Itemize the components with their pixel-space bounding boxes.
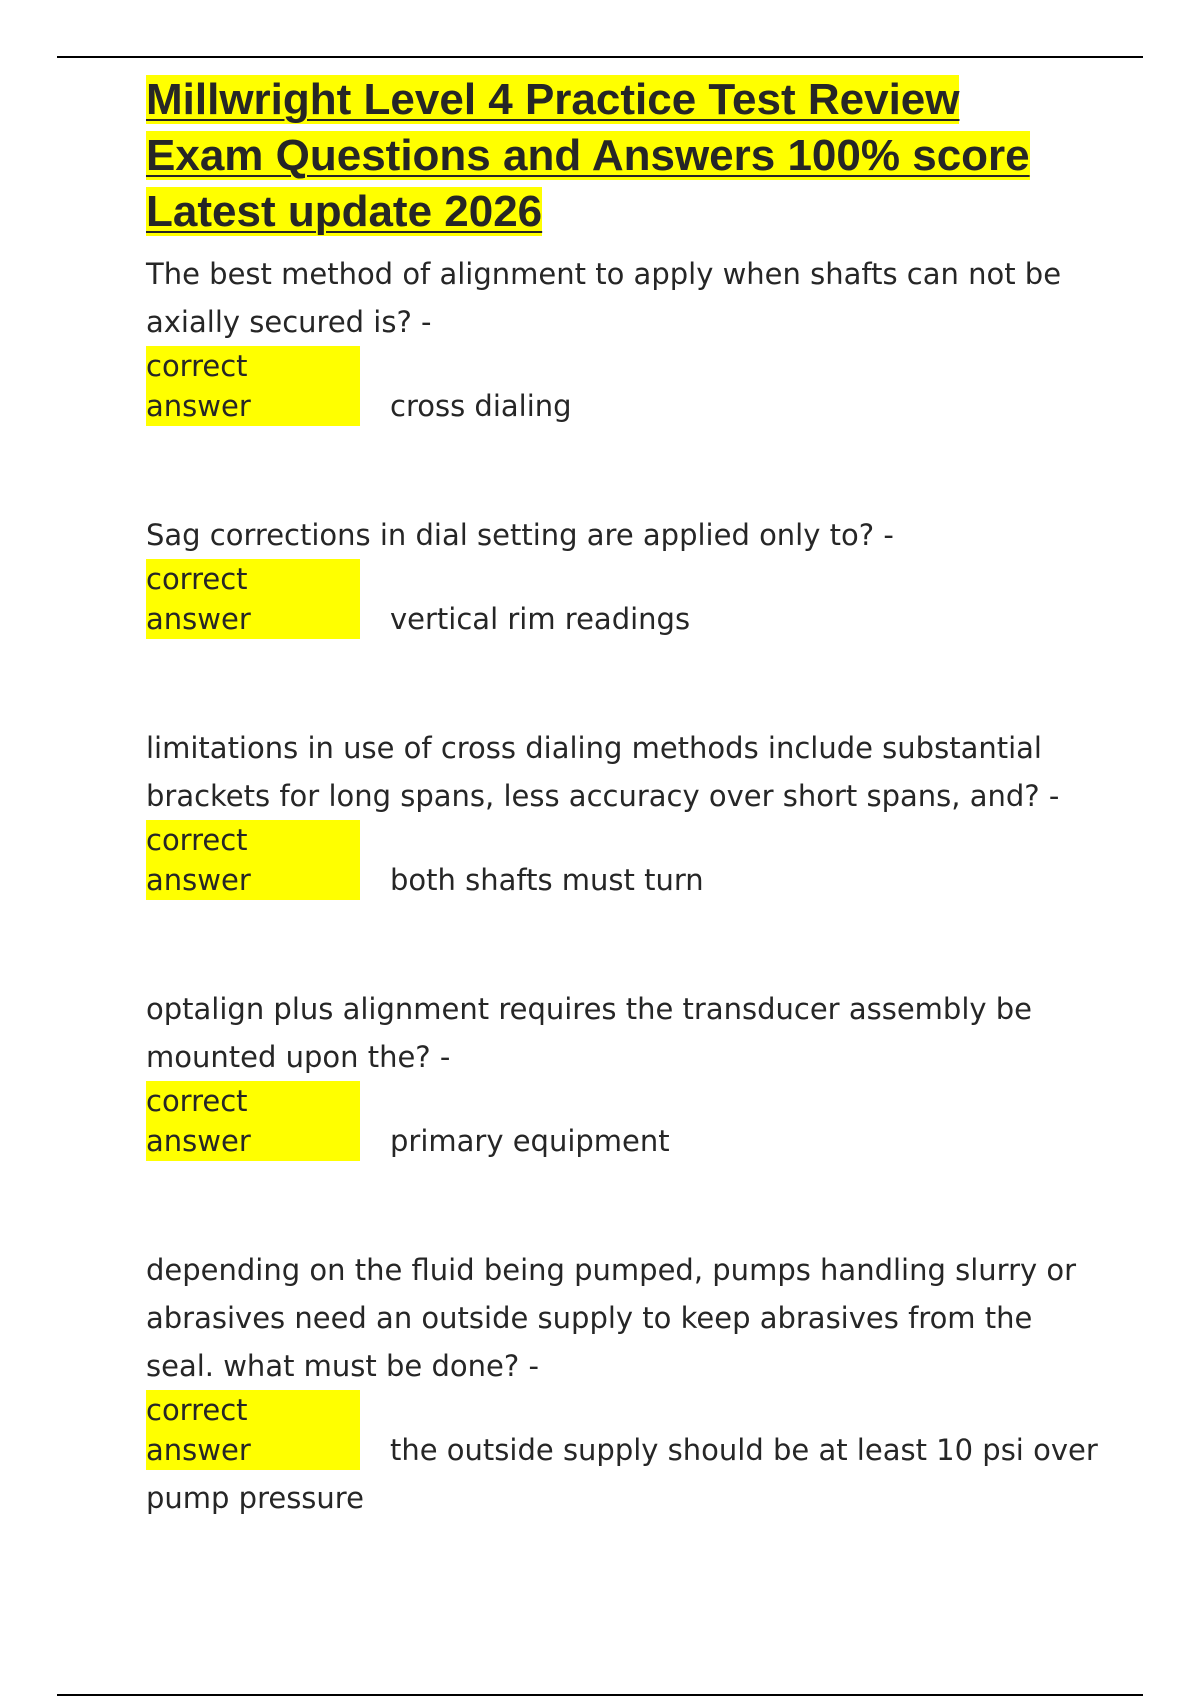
correct-answer-label: correct answer xyxy=(146,1081,360,1161)
qa-item-4 xyxy=(146,985,1146,1165)
top-rule xyxy=(57,56,1143,58)
answer-text: the outside supply should be at least 10 psi over pump pressure xyxy=(146,1433,1098,1515)
qa-item-5 xyxy=(146,1246,1146,1522)
correct-answer-label: correct answer xyxy=(146,1390,360,1470)
question-text: depending on the fluid being pumped, pumps handling slurry or abrasives need an outside supply to keep abrasives from the seal. what must be done? - xyxy=(146,1253,1077,1383)
qa-item-1 xyxy=(146,250,1146,430)
document-title xyxy=(146,72,1046,240)
document-body xyxy=(146,72,1146,1522)
correct-answer-label: correct answer xyxy=(146,346,360,426)
answer-line xyxy=(146,1081,1106,1165)
answer-line xyxy=(146,1390,1106,1522)
question-text: limitations in use of cross dialing methods include substantial brackets for long spans, less accuracy over short spans, and? - xyxy=(146,731,1060,813)
answer-text: vertical rim readings xyxy=(390,602,691,636)
answer-text: both shafts must turn xyxy=(390,863,704,897)
qa-item-2 xyxy=(146,511,1146,643)
qa-item-3 xyxy=(146,724,1146,904)
document-title-text: Millwright Level 4 Practice Test Review Exam Questions and Answers 100% score Latest update 2026 xyxy=(146,75,1030,236)
answer-line xyxy=(146,820,1106,904)
bottom-rule xyxy=(57,1694,1143,1696)
correct-answer-label: correct answer xyxy=(146,820,360,900)
correct-answer-label: correct answer xyxy=(146,559,360,639)
answer-line xyxy=(146,559,1106,643)
question-text: optalign plus alignment requires the transducer assembly be mounted upon the? - xyxy=(146,992,1033,1074)
answer-text: primary equipment xyxy=(390,1124,670,1158)
answer-line xyxy=(146,346,1106,430)
question-text: The best method of alignment to apply when shafts can not be axially secured is? - xyxy=(146,257,1062,339)
question-text: Sag corrections in dial setting are applied only to? - xyxy=(146,518,894,552)
answer-text: cross dialing xyxy=(390,389,572,423)
